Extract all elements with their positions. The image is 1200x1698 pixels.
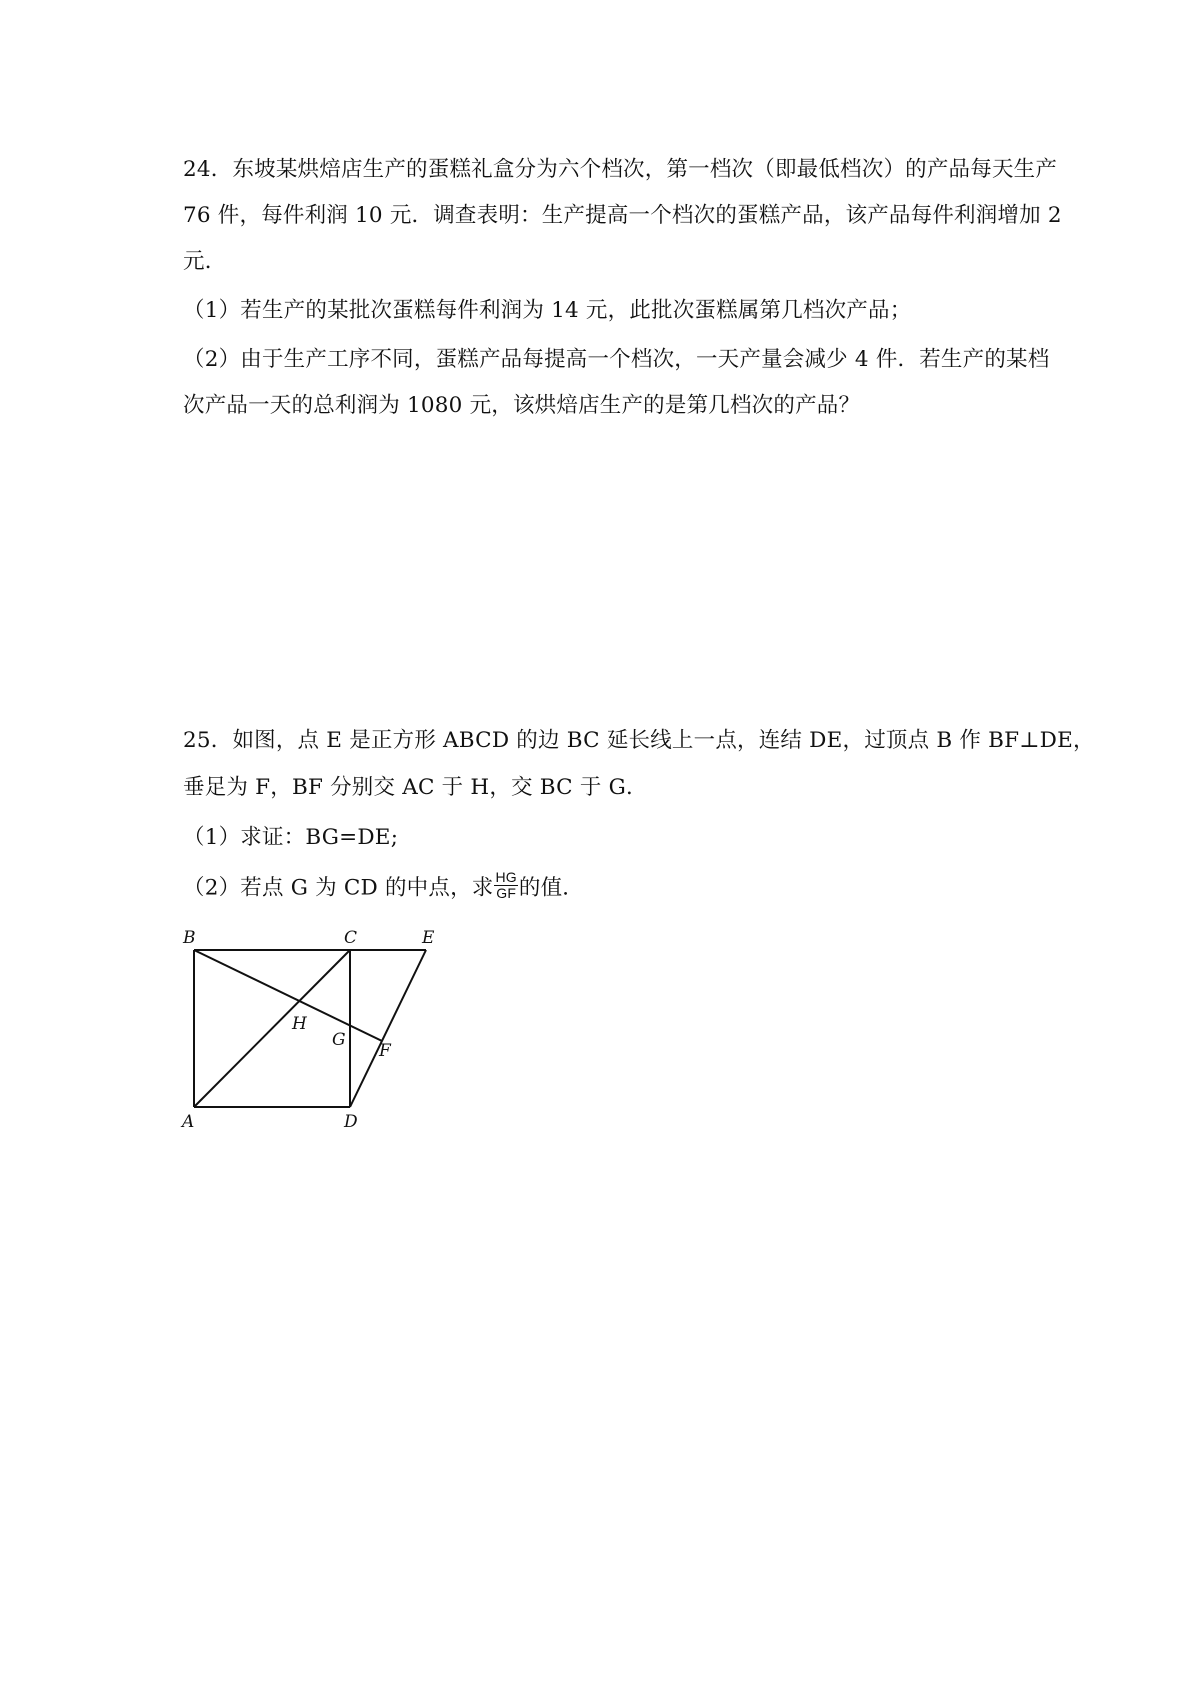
fraction-denominator: GF: [496, 885, 517, 901]
q24-part-1: （1）若生产的某批次蛋糕每件利润为 14 元，此批次蛋糕属第几档次产品；: [183, 298, 912, 323]
segment-de: [350, 950, 426, 1107]
label-h: H: [292, 1014, 307, 1034]
label-d: D: [344, 1112, 358, 1132]
diagonal-ac: [194, 950, 350, 1107]
square-diagram: [178, 925, 448, 1135]
label-f: F: [379, 1041, 391, 1061]
q25-part-2: [183, 869, 584, 904]
label-b: B: [183, 928, 196, 948]
q24-part-2-line-2: 次产品一天的总利润为 1080 元，该烘焙店生产的是第几档次的产品？: [183, 393, 861, 418]
q24-line-1: 24．东坡某烘焙店生产的蛋糕礼盒分为六个档次，第一档次（即最低档次）的产品每天生产: [183, 157, 1058, 182]
label-e: E: [422, 928, 435, 948]
q25-part-1: （1）求证：BG=DE;: [183, 825, 399, 850]
q25-part-2-prefix: （2）若点 G 为 CD 的中点，求: [183, 875, 494, 901]
q25-part-2-suffix: 的值．: [518, 875, 584, 901]
q24-line-3: 元．: [183, 249, 227, 274]
fraction-numerator: HG: [495, 869, 517, 885]
q24-part-2-line-1: （2）由于生产工序不同，蛋糕产品每提高一个档次，一天产量会减少 4 件．若生产的某档: [183, 347, 1050, 372]
geometry-figure: [178, 925, 448, 1139]
ratio-fraction: [494, 870, 517, 901]
label-c: C: [344, 928, 358, 948]
label-g: G: [332, 1030, 346, 1050]
label-a: A: [182, 1112, 195, 1132]
segment-bf: [194, 950, 382, 1041]
q25-line-2: 垂足为 F，BF 分别交 AC 于 H，交 BC 于 G．: [183, 775, 648, 800]
q25-line-1: 25．如图，点 E 是正方形 ABCD 的边 BC 延长线上一点，连结 DE，过顶点 B 作 BF⊥DE，: [183, 728, 1095, 753]
q24-line-2: 76 件，每件利润 10 元．调查表明：生产提高一个档次的蛋糕产品，该产品每件利润增加 2: [183, 203, 1062, 228]
